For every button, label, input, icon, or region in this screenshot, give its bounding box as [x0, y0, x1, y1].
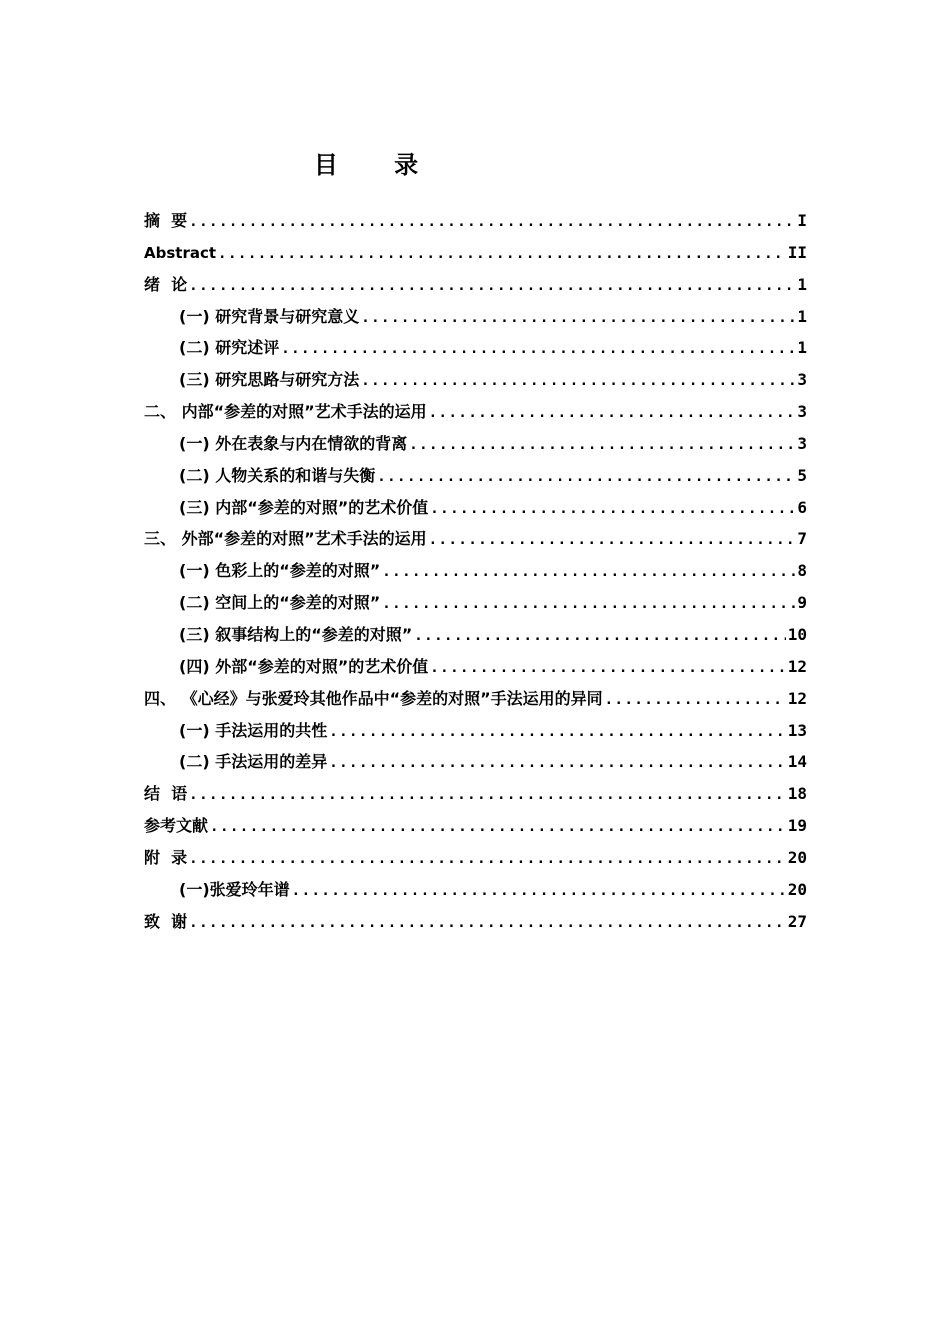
toc-leader-dots [189, 271, 795, 303]
toc-entry-chapter-3-1[interactable] [144, 555, 807, 587]
toc-entry-page: 8 [797, 561, 807, 581]
toc-entry-label: Abstract [144, 243, 217, 262]
toc-entry-label: (一) 外在表象与内在情欲的背离 [179, 433, 408, 453]
toc-entry-page: 19 [787, 816, 807, 836]
toc-entry-label: (二) 手法运用的差异 [179, 752, 328, 772]
toc-entry-label: (二) 研究述评 [179, 338, 280, 358]
toc-leader-dots [189, 844, 786, 876]
toc-entry-chapter-2-3[interactable] [144, 492, 807, 524]
toc-leader-dots [189, 908, 786, 940]
toc-leader-dots [429, 398, 796, 430]
toc-entry-chapter-3[interactable] [144, 523, 807, 555]
toc-entry-page: 3 [797, 402, 807, 422]
toc-entry-page: 9 [797, 593, 807, 613]
toc-entry-label: (一) 手法运用的共性 [179, 720, 328, 740]
toc-leader-dots [281, 334, 795, 366]
toc-entry-label: 结 语 [144, 784, 188, 804]
toc-entry-chapter-2-2[interactable] [144, 460, 807, 492]
toc-leader-dots [605, 685, 786, 717]
toc-entry-label: 二、 内部“参差的对照”艺术手法的运用 [144, 402, 427, 422]
toc-entry-page: 1 [797, 306, 807, 326]
toc-entry-appendix-1[interactable] [144, 874, 807, 906]
toc-entry-page: 27 [787, 911, 807, 931]
toc-entry-intro-2[interactable] [144, 332, 807, 364]
toc-leader-dots [189, 780, 786, 812]
toc-entry-label: (三) 研究思路与研究方法 [179, 370, 360, 390]
toc-entry-page: 3 [797, 433, 807, 453]
toc-entry-page: 12 [787, 656, 807, 676]
toc-entry-chapter-2-1[interactable] [144, 428, 807, 460]
toc-entry-chapter-3-2[interactable] [144, 587, 807, 619]
toc-leader-dots [430, 653, 786, 685]
toc-leader-dots [210, 812, 786, 844]
toc-entry-label: (一)张爱玲年谱 [179, 879, 290, 899]
toc-entry-page: 1 [797, 338, 807, 358]
toc-entry-page: 18 [787, 784, 807, 804]
toc-entry-label: 四、 《心经》与张爱玲其他作品中“参差的对照”手法运用的异同 [144, 688, 603, 708]
toc-entry-label: (一) 色彩上的“参差的对照” [179, 561, 381, 581]
toc-entry-chapter-3-4[interactable] [144, 651, 807, 683]
toc-entry-page: 5 [797, 465, 807, 485]
toc-leader-dots [414, 621, 786, 653]
toc-entry-label: (四) 外部“参差的对照”的艺术价值 [179, 656, 429, 676]
toc-entry-label: (一) 研究背景与研究意义 [179, 306, 360, 326]
toc-entry-label: 致 谢 [144, 911, 188, 931]
toc-entry-label: 参考文献 [144, 816, 209, 836]
toc-entry-page: 10 [787, 624, 807, 644]
toc-leader-dots [329, 748, 786, 780]
toc-entry-label: 三、 外部“参差的对照”艺术手法的运用 [144, 529, 427, 549]
table-of-contents [144, 205, 807, 937]
toc-entry-label: (三) 内部“参差的对照”的艺术价值 [179, 497, 429, 517]
toc-entry-references[interactable] [144, 810, 807, 842]
toc-entry-page: 3 [797, 370, 807, 390]
toc-leader-dots [429, 525, 796, 557]
toc-entry-page: 20 [787, 879, 807, 899]
toc-leader-dots [329, 717, 786, 749]
toc-leader-dots [377, 462, 795, 494]
toc-leader-dots [218, 239, 786, 271]
toc-leader-dots [189, 207, 795, 239]
toc-entry-chapter-4[interactable] [144, 683, 807, 715]
toc-leader-dots [361, 303, 795, 335]
toc-entry-label: (二) 人物关系的和谐与失衡 [179, 465, 376, 485]
toc-entry-abstract-cn[interactable] [144, 205, 807, 237]
toc-entry-label: (三) 叙事结构上的“参差的对照” [179, 624, 413, 644]
toc-entry-page: 7 [797, 529, 807, 549]
toc-entry-label: 绪 论 [144, 274, 188, 294]
page-title: 目 录 [313, 151, 443, 179]
toc-leader-dots [430, 494, 795, 526]
toc-entry-chapter-4-1[interactable] [144, 715, 807, 747]
toc-leader-dots [409, 430, 795, 462]
toc-entry-conclusion[interactable] [144, 778, 807, 810]
toc-entry-intro-1[interactable] [144, 301, 807, 333]
toc-entry-page: 6 [797, 497, 807, 517]
toc-entry-page: II [787, 242, 807, 262]
toc-leader-dots [361, 366, 795, 398]
toc-entry-introduction[interactable] [144, 269, 807, 301]
toc-entry-page: I [797, 211, 807, 230]
toc-leader-dots [292, 876, 786, 908]
toc-entry-intro-3[interactable] [144, 364, 807, 396]
toc-entry-acknowledgements[interactable] [144, 906, 807, 938]
toc-leader-dots [382, 557, 795, 589]
toc-entry-page: 1 [797, 274, 807, 294]
toc-entry-label: 摘 要 [144, 211, 188, 230]
toc-entry-page: 14 [787, 752, 807, 772]
toc-entry-page: 12 [787, 688, 807, 708]
toc-entry-chapter-4-2[interactable] [144, 746, 807, 778]
toc-entry-abstract-en[interactable] [144, 237, 807, 269]
toc-entry-page: 13 [787, 720, 807, 740]
toc-entry-chapter-3-3[interactable] [144, 619, 807, 651]
toc-entry-label: (二) 空间上的“参差的对照” [179, 593, 381, 613]
toc-entry-chapter-2[interactable] [144, 396, 807, 428]
toc-leader-dots [382, 589, 795, 621]
toc-entry-label: 附 录 [144, 847, 188, 867]
toc-entry-page: 20 [787, 847, 807, 867]
toc-entry-appendix[interactable] [144, 842, 807, 874]
